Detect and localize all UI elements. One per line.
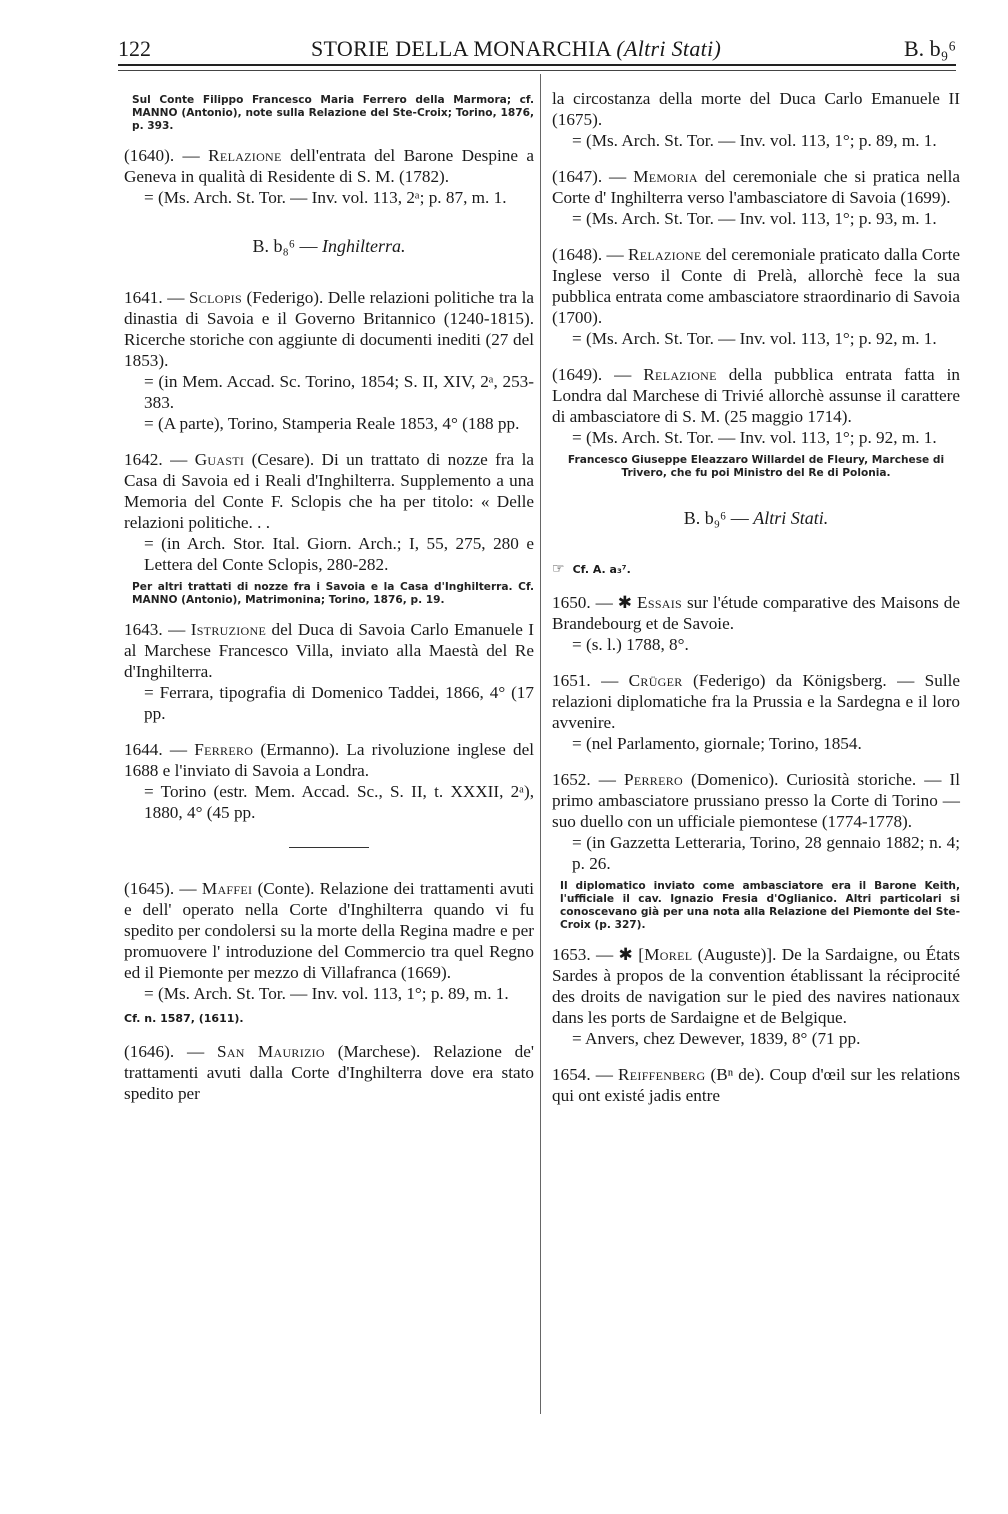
entry-head: Relazione <box>643 365 717 384</box>
entry-number: (1640). — <box>124 146 209 165</box>
entry-citation: = (Ms. Arch. St. Tor. — Inv. vol. 113, 1°; p. 92, m. 1. <box>572 329 937 348</box>
section-title-code: B. b₈⁶ — <box>252 236 323 256</box>
section-title-text: Inghilterra. <box>322 236 406 256</box>
entry-text: del ceremoniale praticato dalla Corte Inglese verso il Conte di Prelà, allorchè fece la sua pubblica entrata come ambasciatore straordinario di Savoia (1700). <box>552 245 960 327</box>
entry-head: [Morel <box>638 945 693 964</box>
entry-text: (Marchese). Relazione de' trattamenti avuti dalla Corte d'Inghilterra dove era stato spedito per <box>124 1042 534 1103</box>
entry-number: 1643. — <box>124 620 191 639</box>
entry-text: (Cesare). Di un trattato di nozze fra la Casa di Savoia ed i Reali d'Inghilterra. Supplemento a una Memoria del Conte F. Sclopis che ha per titolo: « Delle relazioni politiche. . . <box>124 450 535 532</box>
entry-1642 <box>124 449 534 575</box>
entry-1641 <box>124 287 534 434</box>
entry-1645 <box>124 878 534 1004</box>
entry-citation: = (Ms. Arch. St. Tor. — Inv. vol. 113, 1°; p. 93, m. 1. <box>572 209 937 228</box>
pointing-hand-icon: ☞ <box>552 561 565 577</box>
entry-text: del Duca di Savoia Carlo Emanuele I al Marchese Francesco Villa, inviato alla Maestà del Re d'Inghilterra. <box>124 620 534 681</box>
entry-head: Reiffenberg <box>618 1065 706 1084</box>
entry-text: (Bⁿ de). Coup d'œil sur les relations qui ont existé jadis entre <box>552 1065 961 1105</box>
entry-number: (1646). — <box>124 1042 217 1061</box>
crossref-section <box>552 559 960 580</box>
entry-citation: = (Ms. Arch. St. Tor. — Inv. vol. 113, 2ᵃ; p. 87, m. 1. <box>144 188 507 207</box>
entry-text: dell'entrata del Barone Despine a Geneva in qualità di Residente di S. M. (1782). <box>124 146 535 186</box>
column-divider <box>540 74 541 1414</box>
entry-1646 <box>124 1041 534 1104</box>
entry-citation: = (in Mem. Accad. Sc. Torino, 1854; S. II, XIV, 2ᵃ, 253-383. <box>144 372 534 412</box>
entry-head: Relazione <box>628 245 702 264</box>
entry-1646-continued <box>552 88 960 151</box>
entry-text: (Ermanno). La rivoluzione inglese del 1688 e l'inviato di Savoia a Londra. <box>124 740 534 780</box>
entry-number: 1650. — ✱ <box>552 593 638 612</box>
entry-1644 <box>124 739 534 823</box>
entry-1647 <box>552 166 960 229</box>
entry-citation: = (s. l.) 1788, 8°. <box>572 635 689 654</box>
entry-head: Ferrero <box>194 740 254 759</box>
entry-number: (1648). — <box>552 245 629 264</box>
entry-number: 1654. — <box>552 1065 619 1084</box>
entry-text: (Conte). Relazione dei trattamenti avuti e dell' operato nella Corte d'Inghilterra quando vi fu spedito per condolersi su la morte della Regina madre e per promuovere l' introduzione del Commercio tra quel Regno ed il Piemonte per mezzo di Villafranca (1669). <box>124 879 534 982</box>
entry-head: Sclopis <box>188 288 242 307</box>
entry-head: Crüger <box>628 671 683 690</box>
entry-citation: = Torino (estr. Mem. Accad. Sc., S. II, t. XXXII, 2ᵃ), 1880, 4° (45 pp. <box>144 782 534 822</box>
section-title-inghilterra <box>124 236 534 257</box>
header-rule-thick <box>118 64 956 66</box>
entry-text: (Auguste)]. De la Sardaigne, ou États Sardes à propos de la convention établissant la réciprocité des droits de navigation sur le pied des navires nationaux dans les ports de Sardaigne et de Belgique. <box>552 945 960 1027</box>
entry-1648 <box>552 244 960 349</box>
left-column <box>124 88 534 1107</box>
section-title-altri-stati <box>552 508 960 529</box>
entry-text: la circostanza della morte del Duca Carlo Emanuele II (1675). <box>552 89 960 129</box>
entry-text: della pubblica entrata fatta in Londra dal Marchese di Trivié allorchè assunse il carattere di ambasciatore di S. M. (25 maggio 1714). <box>552 365 960 426</box>
entry-citation: = (Ms. Arch. St. Tor. — Inv. vol. 113, 1°; p. 89, m. 1. <box>144 984 509 1003</box>
section-title-code: B. b₉⁶ — <box>683 508 754 528</box>
entry-text: sur l'étude comparative des Maisons de Brandebourg et de Savoie. <box>552 593 961 633</box>
entry-citation: = (in Arch. Stor. Ital. Giorn. Arch.; I, 55, 275, 280 e Lettera del Conte Sclopis, 280-282. <box>144 534 534 574</box>
note-1642: Per altri trattati di nozze fra i Savoia e la Casa d'Inghilterra. Cf. MANNO (Antonio), Matrimonina; Torino, 1876, p. 19. <box>132 581 534 606</box>
note-top: Sul Conte Filippo Francesco Maria Ferrero della Marmora; cf. MANNO (Antonio), note sulla Relazione del Ste-Croix; Torino, 1876, p. 393. <box>132 94 534 132</box>
entry-1652 <box>552 769 960 874</box>
entry-number: 1652. — <box>552 770 624 789</box>
entry-1653 <box>552 944 960 1049</box>
page-header <box>118 30 956 66</box>
entry-citation: = (A parte), Torino, Stamperia Reale 1853, 4° (188 pp. <box>144 414 520 433</box>
entry-citation: = Ferrara, tipografia di Domenico Taddei, 1866, 4° (17 pp. <box>144 683 534 723</box>
crossref-1645: Cf. n. 1587, (1611). <box>124 1012 244 1025</box>
entry-citation: = (Ms. Arch. St. Tor. — Inv. vol. 113, 1°; p. 92, m. 1. <box>572 428 937 447</box>
entry-1640 <box>124 145 534 208</box>
entry-citation: = Anvers, chez Dewever, 1839, 8° (71 pp. <box>572 1029 861 1048</box>
entry-head: Memoria <box>633 167 698 186</box>
section-separator <box>289 847 369 848</box>
page-number: 122 <box>118 36 151 61</box>
entry-1643 <box>124 619 534 724</box>
entry-text: (Domenico). Curiosità storiche. — Il primo ambasciatore prussiano presso la Corte di Torino — suo duello con un ufficiale piemontese (1774-1778). <box>552 770 961 831</box>
entry-number: 1644. — <box>124 740 195 759</box>
note-1649: Francesco Giuseppe Eleazzaro Willardel de Fleury, Marchese di Trivero, che fu poi Ministro del Re di Polonia. <box>567 454 945 479</box>
entry-1654 <box>552 1064 960 1106</box>
right-column <box>552 88 960 1109</box>
crossref-text: Cf. A. a₃⁷. <box>572 563 631 576</box>
entry-text: del ceremoniale che si pratica nella Corte d' Inghilterra verso l'ambasciatore di Savoia (1699). <box>552 167 960 207</box>
entry-text: (Federigo) da Königsberg. — Sulle relazioni diplomatiche fra la Prussia e la Sardegna e il loro avvenire. <box>552 671 960 732</box>
entry-head: Istruzione <box>190 620 267 639</box>
entry-number: 1642. — <box>124 450 195 469</box>
entry-number: 1653. — ✱ <box>552 945 639 964</box>
running-title-main: STORIE DELLA MONARCHIA <box>311 36 611 61</box>
entry-head: Essais <box>637 593 683 612</box>
entry-1649 <box>552 364 960 448</box>
entry-head: Perrero <box>623 770 683 789</box>
section-title-text: Altri Stati. <box>753 508 829 528</box>
entry-head: Guasti <box>194 450 245 469</box>
entry-number: 1641. — <box>124 288 189 307</box>
note-1652: Il diplomatico inviato come ambasciatore era il Barone Keith, l'ufficiale il cav. Ignazio Fresia d'Oglianico. Altri particolari si conoscevano già per una nota alla Relazione del Piemonte del Ste-Croix (p. 327). <box>560 880 960 931</box>
header-rule-thin <box>118 70 956 71</box>
entry-number: (1647). — <box>552 167 634 186</box>
entry-citation: = (nel Parlamento, giornale; Torino, 1854. <box>572 734 862 753</box>
entry-number: 1651. — <box>552 671 629 690</box>
section-code: B. b₉⁶ <box>903 36 956 61</box>
entry-citation: = (in Gazzetta Letteraria, Torino, 28 gennaio 1882; n. 4; p. 26. <box>572 833 960 873</box>
entry-head: Maffei <box>201 879 253 898</box>
entry-head: Relazione <box>208 146 282 165</box>
entry-head: San Maurizio <box>216 1042 325 1061</box>
entry-1651 <box>552 670 960 754</box>
entry-citation: = (Ms. Arch. St. Tor. — Inv. vol. 113, 1°; p. 89, m. 1. <box>572 131 937 150</box>
entry-1650 <box>552 592 960 655</box>
entry-number: (1649). — <box>552 365 644 384</box>
entry-number: (1645). — <box>124 879 202 898</box>
entry-text: (Federigo). Delle relazioni politiche tra la dinastia di Savoia e il Governo Britannico (1240-1815). Ricerche storiche con aggiunte di documenti inediti (27 del 1853). <box>124 288 535 370</box>
running-title <box>311 36 721 62</box>
running-title-italic: (Altri Stati) <box>616 36 722 61</box>
